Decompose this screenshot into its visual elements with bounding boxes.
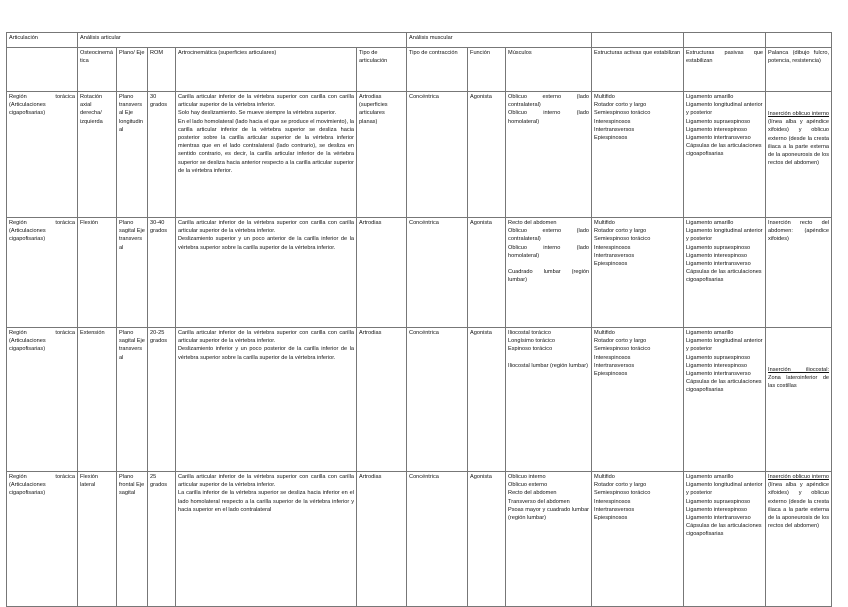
artro-paragraph: Carilla articular inferior de la vértebra superior con carilla con carilla articular superior de la vértebra inferior. — [178, 94, 354, 109]
cell-estructuras-activas — [592, 472, 684, 607]
artro-paragraph: Deslizamiento inferior y un poco posterior de la carilla inferior de la vértebra superior sobre la carilla superior de la vértebra inferior. — [178, 346, 354, 361]
muscle-item: Oblicuo interno (lado homolateral) — [508, 110, 590, 125]
artro-paragraph: Carilla articular inferior de la vértebra superior con carilla con carilla articular superior de la vértebra inferior. — [178, 330, 354, 345]
active-structure-item: Rotador corto y largo — [594, 338, 647, 345]
artro-paragraph: Carilla articular inferior de la vértebra superior con carilla con carilla articular superior de la vértebra inferior. — [178, 474, 354, 489]
active-structure-item: Epiespinosos — [594, 371, 628, 378]
passive-structure-item: Ligamento interespinoso — [686, 362, 747, 369]
passive-structure-item: Ligamento intertransverso — [686, 135, 751, 142]
passive-structure-item: Ligamento supraespinoso — [686, 118, 751, 125]
header-empty-cell — [7, 48, 78, 92]
cell-palanca — [766, 218, 832, 328]
cell-estructuras-pasivas — [684, 472, 766, 607]
cell-estructuras-activas — [592, 218, 684, 328]
passive-structure-item: Ligamento supraespinoso — [686, 244, 751, 251]
cell-musculos — [506, 92, 592, 218]
palanca-text: Zona lateroinferior de las costillas — [768, 375, 830, 390]
cell-musculos — [506, 472, 592, 607]
passive-structure-item: Ligamento longitudinal anterior y posterior — [686, 482, 763, 497]
passive-structure-item: Ligamento amarillo — [686, 474, 734, 480]
cell-tipo-contraccion: Concéntrica — [407, 218, 468, 328]
active-structure-item: Epiespinosos — [594, 135, 628, 142]
passive-structure-item: Ligamento longitudinal anterior y posterior — [686, 338, 763, 353]
cell-estructuras-pasivas — [684, 328, 766, 472]
passive-structure-item: Ligamento intertransverso — [686, 515, 751, 522]
header-analisis-muscular: Análisis muscular — [407, 33, 592, 48]
cell-palanca — [766, 472, 832, 607]
cell-estructuras-pasivas — [684, 218, 766, 328]
cell-estructuras-activas — [592, 328, 684, 472]
cell-plano-eje: Plano sagital Eje transversal — [117, 328, 148, 472]
header-row-1 — [7, 33, 832, 48]
muscle-item: Oblicuo externo (lado contralateral) — [508, 228, 590, 243]
muscle-item: Cuadrado lumbar (región lumbar) — [508, 269, 590, 284]
active-structure-item: Epiespinosos — [594, 261, 628, 268]
cell-tipo-articulacion: Artrodias — [357, 328, 407, 472]
header-articulacion: Articulación — [7, 33, 78, 48]
passive-structure-item: Ligamento amarillo — [686, 220, 734, 226]
artro-paragraph: Deslizamiento superior y un poco anterior de la carilla inferior de la vértebra superior sobre la carilla superior de la vértebra inferior. — [178, 236, 354, 251]
spacer — [508, 260, 589, 268]
cell-estructuras-activas — [592, 92, 684, 218]
cell-rom: 20-25 grados — [148, 328, 176, 472]
muscle-item: Oblicuo interno — [508, 474, 546, 480]
header-tipo-contraccion: Tipo de contracción — [407, 48, 468, 92]
artro-paragraph: En el lado homolateral (lado hacia el que se produce el movimiento), la carilla articular inferior de la vértebra superior se desliza hacia posterior sobre la carilla articular superior de la vértebra inferior mientras que en el lado contralateral (lado contrario), se desliza en sentido contrario, es decir, la carilla articular inferior de la vértebra superior se desliza hacia anterior respecto a la carilla articular superior de la vértebra inferior. — [178, 118, 354, 174]
cell-tipo-articulacion: Artrodias (superficies articulares planas) — [357, 92, 407, 218]
header-empty-cell — [592, 33, 684, 48]
cell-articulacion: Región torácica (Articulaciones cigapofisarias) — [7, 472, 78, 607]
cell-artrocinematica — [176, 328, 357, 472]
muscle-item: Oblicuo externo — [508, 482, 548, 489]
passive-structure-item: Ligamento interespinoso — [686, 252, 747, 259]
header-musculos: Músculos — [506, 48, 592, 92]
active-structure-item: Rotador corto y largo — [594, 482, 647, 489]
passive-structure-item: Ligamento longitudinal anterior y posterior — [686, 228, 763, 243]
header-tipo-articulacion: Tipo de articulación — [357, 48, 407, 92]
active-structure-item: Multifido — [594, 220, 615, 226]
cell-plano-eje: Plano transversal Eje longitudinal — [117, 92, 148, 218]
cell-funcion: Agonista — [468, 218, 506, 328]
cell-tipo-contraccion: Concéntrica — [407, 472, 468, 607]
cell-tipo-articulacion: Artrodias — [357, 218, 407, 328]
passive-structure-item: Ligamento interespinoso — [686, 506, 747, 513]
muscle-item: Oblicuo externo (lado contralateral) — [508, 94, 590, 109]
cell-artrocinematica — [176, 218, 357, 328]
header-osteocinematica: Osteocinemática — [78, 48, 117, 92]
active-structure-item: Multifido — [594, 330, 615, 336]
table-row — [7, 328, 832, 472]
muscle-item: Recto del abdomen — [508, 220, 557, 226]
header-empty-cell — [766, 33, 832, 48]
palanca-title: Inserción oblicuo interno — [768, 474, 830, 480]
passive-structure-item: Ligamento amarillo — [686, 330, 734, 336]
table-row — [7, 92, 832, 218]
cell-tipo-contraccion: Concéntrica — [407, 328, 468, 472]
cell-artrocinematica — [176, 92, 357, 218]
passive-structure-item: Ligamento supraespinoso — [686, 354, 751, 361]
cell-rom: 30-40 grados — [148, 218, 176, 328]
cell-tipo-articulacion: Artrodias — [357, 472, 407, 607]
active-structure-item: Semiespinoso torácico — [594, 236, 651, 243]
cell-estructuras-pasivas — [684, 92, 766, 218]
active-structure-item: Multifido — [594, 94, 615, 100]
active-structure-item: Intertransversos — [594, 362, 635, 369]
artro-paragraph: Carilla articular inferior de la vértebra superior con carilla con carilla articular superior de la vértebra inferior. — [178, 220, 354, 235]
cell-articulacion: Región torácica (Articulaciones cigapofisarias) — [7, 218, 78, 328]
active-structure-item: Intertransversos — [594, 506, 635, 513]
header-row-2 — [7, 48, 832, 92]
passive-structure-item: Cápsulas de las articulaciones cigoapofisarias — [686, 269, 762, 284]
cell-osteocinematica: Flexión lateral — [78, 472, 117, 607]
cell-osteocinematica: Extensión — [78, 328, 117, 472]
passive-structure-item: Ligamento intertransverso — [686, 261, 751, 268]
artro-paragraph: La carilla inferior de la vértebra superior se desliza hacia inferior en el lado homolateral respecto a la carilla superior de la vértebra inferior y hacia superior en el lado contralateral — [178, 490, 354, 513]
muscle-item: Iliocostal torácico — [508, 330, 551, 336]
cell-funcion: Agonista — [468, 328, 506, 472]
header-palanca: Palanca (dibujo fulcro, potencia, resistencia) — [766, 48, 832, 92]
header-rom: ROM — [148, 48, 176, 92]
cell-musculos — [506, 328, 592, 472]
header-analisis-articular: Análisis articular — [78, 33, 407, 48]
header-plano-eje: Plano/ Eje — [117, 48, 148, 92]
spacer — [508, 354, 589, 362]
header-funcion: Función — [468, 48, 506, 92]
muscle-item: Iliocostal lumbar (región lumbar) — [508, 362, 588, 369]
header-empty-cell — [684, 33, 766, 48]
palanca-text: (línea alba y apéndice xifoides) y oblicuo externo (desde la cresta iliaca a la parte externa de la aponeurosis de los rectos del abdomen) — [768, 482, 830, 530]
active-structure-item: Rotador corto y largo — [594, 228, 647, 235]
table-row — [7, 218, 832, 328]
passive-structure-item: Cápsulas de las articulaciones cigoapofisarias — [686, 379, 762, 394]
passive-structure-item: Ligamento intertransverso — [686, 371, 751, 378]
biomechanics-table — [6, 32, 832, 607]
active-structure-item: Epiespinosos — [594, 515, 628, 522]
cell-tipo-contraccion: Concéntrica — [407, 92, 468, 218]
cell-articulacion: Región torácica (Articulaciones cigapofisarias) — [7, 92, 78, 218]
cell-funcion: Agonista — [468, 472, 506, 607]
table-body — [7, 92, 832, 607]
muscle-item: Psoas mayor y cuadrado lumbar (región lumbar) — [508, 506, 590, 522]
cell-palanca — [766, 328, 832, 472]
cell-artrocinematica — [176, 472, 357, 607]
passive-structure-item: Ligamento interespinoso — [686, 126, 747, 133]
muscle-item: Espinoso torácico — [508, 346, 553, 353]
muscle-item: Transverso del abdomen — [508, 498, 570, 505]
passive-structure-item: Ligamento supraespinoso — [686, 498, 751, 505]
passive-structure-item: Ligamento longitudinal anterior y posterior — [686, 102, 763, 117]
muscle-item: Longísimo torácico — [508, 338, 555, 345]
muscle-item: Recto del abdomen — [508, 490, 557, 497]
active-structure-item: Interespinosos — [594, 118, 631, 125]
cell-rom: 30 grados — [148, 92, 176, 218]
cell-rom: 25 grados — [148, 472, 176, 607]
passive-structure-item: Cápsulas de las articulaciones cigoapofisarias — [686, 143, 762, 158]
active-structure-item: Intertransversos — [594, 126, 635, 133]
artro-paragraph: Solo hay deslizamiento. Se mueve siempre la vértebra superior. — [178, 110, 337, 117]
active-structure-item: Interespinosos — [594, 244, 631, 251]
active-structure-item: Rotador corto y largo — [594, 102, 647, 109]
header-estructuras-pasivas: Estructuras pasivas que estabilizan — [684, 48, 766, 92]
active-structure-item: Interespinosos — [594, 354, 631, 361]
cell-plano-eje: Plano sagital Eje transversal — [117, 218, 148, 328]
cell-palanca — [766, 92, 832, 218]
palanca-title: Inserción iliocostal: — [768, 367, 830, 373]
active-structure-item: Intertransversos — [594, 252, 635, 259]
active-structure-item: Interespinosos — [594, 498, 631, 505]
cell-funcion: Agonista — [468, 92, 506, 218]
active-structure-item: Multifido — [594, 474, 615, 480]
cell-articulacion: Región torácica (Articulaciones cigapofisarias) — [7, 328, 78, 472]
palanca-title: Inserción oblicuo interno — [768, 111, 830, 117]
passive-structure-item: Ligamento amarillo — [686, 94, 734, 100]
cell-plano-eje: Plano frontal Eje sagital — [117, 472, 148, 607]
cell-osteocinematica: Flexión — [78, 218, 117, 328]
passive-structure-item: Cápsulas de las articulaciones cigoapofisarias — [686, 523, 762, 538]
palanca-text: (línea alba y apéndice xifoides) y oblicuo externo (desde la cresta iliaca a la parte externa de la aponeurosis de los rectos del abdomen) — [768, 119, 830, 167]
active-structure-item: Semiespinoso torácico — [594, 490, 651, 497]
active-structure-item: Semiespinoso torácico — [594, 110, 651, 117]
cell-musculos — [506, 218, 592, 328]
cell-osteocinematica: Rotación axial derecha/ izquierda — [78, 92, 117, 218]
muscle-item: Oblicuo interno (lado homolateral) — [508, 244, 590, 259]
header-artrocinematica: Artrocinemática (superficies articulares) — [176, 48, 357, 92]
table-row — [7, 472, 832, 607]
palanca-text: Inserción recto del abdomen: (apéndice xifoides) — [768, 220, 830, 243]
active-structure-item: Semiespinoso torácico — [594, 346, 651, 353]
header-estructuras-activas: Estructuras activas que estabilizan — [592, 48, 684, 92]
